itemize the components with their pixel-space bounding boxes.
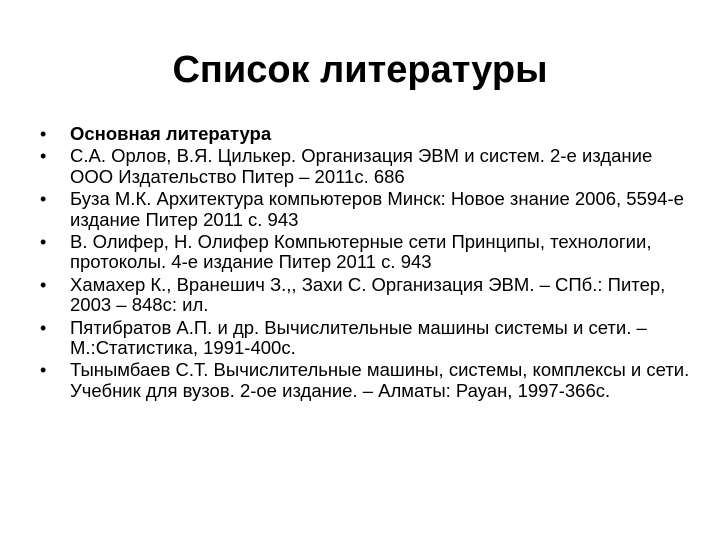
list-item-text: Буза М.К. Архитектура компьютеров Минск: Новое знание 2006, 5594-е издание Питер 2011 с. 943 [70, 188, 684, 230]
bibliography-list [34, 124, 694, 403]
list-item [34, 360, 694, 401]
list-item [34, 189, 694, 230]
bullet-icon: • [40, 274, 47, 295]
bullet-icon: • [40, 360, 47, 381]
list-item-text: Тынымбаев С.Т. Вычислительные машины, системы, комплексы и сети. Учебник для вузов. 2-ое издание. – Алматы: Рауан, 1997-366с. [70, 359, 690, 401]
list-item-text: В. Олифер, Н. Олифер Компьютерные сети Принципы, технологии, протоколы. 4-е издание Питер 2011 с. 943 [70, 231, 652, 273]
bullet-icon: • [40, 146, 47, 167]
list-item [34, 275, 694, 316]
slide-title: Список литературы [172, 49, 548, 91]
list-item [34, 124, 694, 144]
list-item [34, 232, 694, 273]
bullet-icon: • [40, 317, 47, 338]
list-item-text: Пятибратов А.П. и др. Вычислительные машины системы и сети. – М.:Статистика, 1991-400с. [70, 316, 647, 359]
bullet-icon: • [40, 189, 47, 210]
list-item-text: С.А. Орлов, В.Я. Цилькер. Организация ЭВМ и систем. 2-е издание ООО Издательство Питер – 2011с. 686 [70, 145, 653, 187]
list-item-text: Хамахер К., Вранешич З.,, Захи С. Организация ЭВМ. – СПб.: Питер, 2003 – 848с: ил. [70, 273, 666, 316]
bullet-icon: • [40, 124, 47, 144]
bullet-icon: • [40, 232, 47, 253]
list-item [34, 146, 694, 187]
list-item-text: Основная литература [70, 123, 272, 144]
list-item [34, 318, 694, 359]
